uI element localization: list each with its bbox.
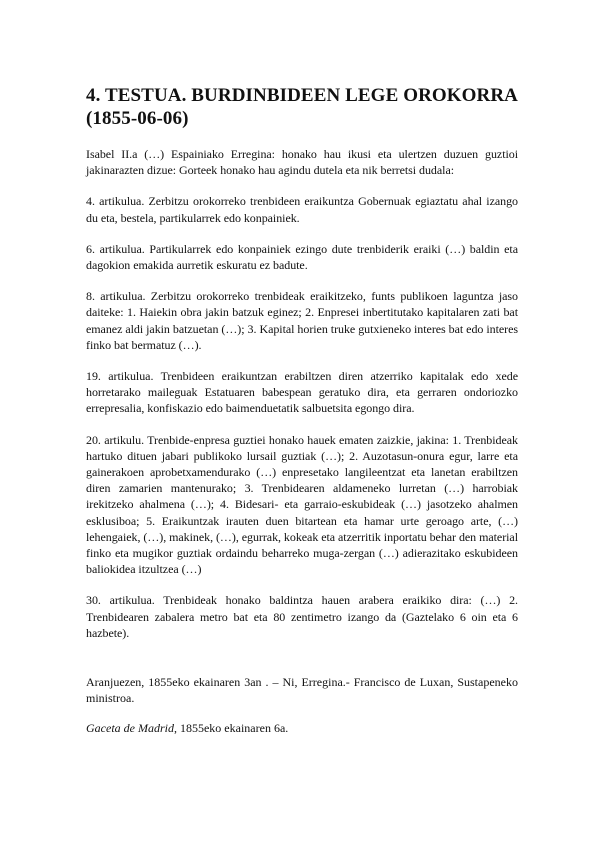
source-publication-title: Gaceta de Madrid: [86, 721, 174, 736]
paragraph-article-20: 20. artikulu. Trenbide-enpresa guztiei honako hauek ematen zaizkie, jakina: 1. Trenbideak hartuko dituen jabari publikoko lursail guztiak (…); 2. Auzotasun-onura egur, larre eta gainerakoen aprobetxamendurako (…) enpresetako langileentzat eta lanetan erabiltzen diren zamarien mantenurako; 3. Trenbidearen aldameneko lurretan (…) harrobiak irekitzeko ahalmena (…); 4. Bidesari- eta garraio-eskubideak (…) jasotzeko ahalmen esklusiboa; 5. Eraikuntzak irauten duen bitartean eta hamar urte geroago arte, (…) lehengaiek, (…), makinek, (…), egurrak, kokeak eta atzerritik inportatu behar den material finko eta mugikor guztiak ordaindu beharreko muga-zergan (…) adierazitako eskubideen baliokidea itzultzea (…): [86, 432, 518, 577]
paragraph-article-4: 4. artikulua. Zerbitzu orokorreko trenbideen eraikuntza Gobernuak egiaztatu ahal izango du eta, bestela, partikularrek edo konpainiek.: [86, 194, 518, 225]
paragraph-article-19: 19. artikulua. Trenbideen eraikuntzan erabiltzen diren atzerriko kapitalak edo xede horretarako maileguak Estatuaren babespean geratuko dira, eta gerraren ondoriozko errepresalia, konfiskazio edo baimenduetatik salbuetsita egongo dira.: [86, 369, 518, 416]
spacer: [86, 656, 518, 674]
paragraph-article-30: 30. artikulua. Trenbideak honako baldintza hauen arabera eraikiko dira: (…) 2. Trenbidearen zabalera metro bat eta 80 zentimetro izango da (Gaztelako 6 oin eta 6 hazbete).: [86, 593, 518, 640]
source-date: , 1855eko ekainaren 6a.: [173, 721, 289, 736]
document-page: [86, 84, 518, 751]
document-title: 4. TESTUA. BURDINBIDEEN LEGE OROKORRA (1855-06-06): [86, 85, 518, 129]
paragraph-article-6: 6. artikulua. Partikularrek edo konpainiek ezingo dute trenbiderik eraiki (…) baldin eta dagokion emakida aurretik eskuratu ez badute.: [86, 241, 518, 273]
paragraph-preamble: Isabel II.a (…) Espainiako Erregina: honako hau ikusi eta ulertzen duzuen guztioi jakinarazten dizue: Gorteek honako hau agindu dutela eta nik berretsi dudala:: [86, 147, 518, 178]
paragraph-article-8: 8. artikulua. Zerbitzu orokorreko trenbideak eraikitzeko, funts publikoen laguntza jaso daiteke: 1. Haiekin obra jakin batzuk eginez; 2. Enpresei inbertitutako kapitalaren zati bat emanez aldi jakin batzuetan (…); 3. Kapital horien truke gutxieneko interes bat edo interes finko bat bermatuz (…).: [86, 289, 518, 352]
source-citation: [86, 720, 518, 736]
signature-line: Aranjuezen, 1855eko ekainaren 3an . – Ni, Erregina.- Francisco de Luxan, Sustapeneko ministroa.: [86, 675, 518, 706]
